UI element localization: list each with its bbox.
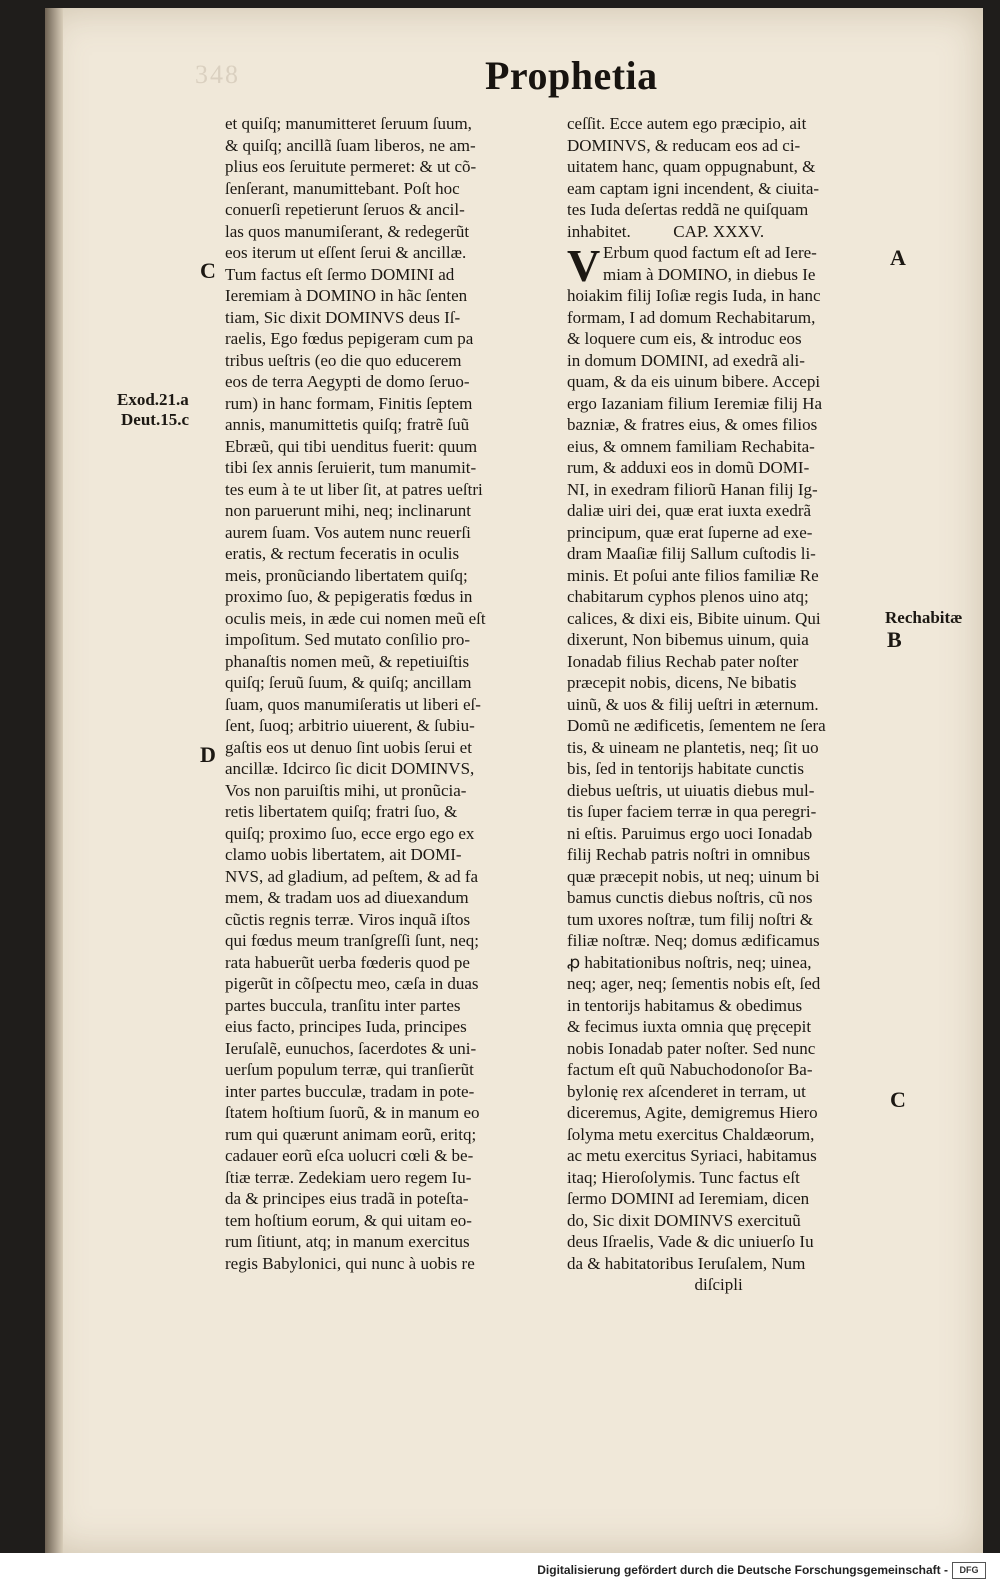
section-letter-b-right: B — [887, 627, 902, 652]
text-line: tes eum à te ut liber ſit, at patres ueſtri — [225, 479, 483, 499]
text-line: cũctis regnis terræ. Viros inquã iſtos — [225, 909, 471, 929]
text-line: proximo ſuo, & pepigeratis fœdus in — [225, 587, 473, 606]
text-line: diebus ueſtris, ut uiuatis diebus mul- — [567, 780, 815, 800]
text-line: do, Sic dixit DOMINVS exercituũ — [567, 1210, 801, 1230]
text-line: conuerſi repetierunt ſeruos & ancil- — [225, 200, 465, 219]
text-line: tes Iuda deſertas reddã ne quiſquam — [567, 200, 809, 219]
text-line: bis, ſed in tentorijs habitate cunctis — [567, 759, 805, 778]
text-line: quæ præcepit nobis, ut neq; uinum bi — [567, 866, 820, 886]
text-line: eos de terra Aegypti de domo ſeruo- — [225, 372, 470, 391]
text-line: miam à DOMINO, in diebus Ie — [603, 264, 816, 284]
text-line: rum, & adduxi eos in domũ DOMI- — [567, 458, 810, 477]
text-line: rata habuerũt uerba fœderis quod pe — [225, 952, 470, 972]
text-line: ſenſerant, manumittebant. Poſt hoc — [225, 178, 460, 198]
text-line: uitatem hanc, quam oppugnabunt, & — [567, 157, 816, 176]
margin-note-exodus: Exod.21.a — [117, 390, 189, 409]
text-line: inter partes bucculæ, tradam in pote- — [225, 1081, 475, 1101]
text-line: partes buccula, tranſitu inter partes — [225, 995, 461, 1015]
text-line: rum ſitiunt, atq; in manum exercitus — [225, 1232, 470, 1251]
text-line: bylonię rex aſcenderet in terram, ut — [567, 1081, 806, 1101]
text-line: retis libertatem quiſq; fratri ſuo, & — [225, 802, 458, 821]
right-text-column — [567, 113, 826, 1296]
text-line: quam, & da eis uinum bibere. Accepi — [567, 372, 821, 391]
text-line: & quiſq; ancillã ſuam liberos, ne am- — [225, 135, 476, 155]
text-line: Ebræũ, qui tibi uenditus fuerit: quum — [225, 436, 478, 456]
text-line: uerſum populum terræ, qui tranſierũt — [225, 1060, 474, 1079]
section-letter-c-left: C — [200, 258, 216, 283]
text-line: quiſq; ſeruũ ſuum, & quiſq; ancillam — [225, 673, 472, 692]
text-line: las quos manumiſerant, & redegerũt — [225, 221, 470, 241]
text-line: NI, in exedram filiorũ Hanan filij Ig- — [567, 479, 818, 499]
text-line: impoſitum. Sed mutato conſilio pro- — [225, 630, 471, 649]
section-letter-d-left: D — [200, 742, 216, 767]
text-line: diceremus, Agite, demigremus Hiero — [567, 1103, 818, 1122]
text-line: eam captam igni incendent, & ciuita- — [567, 178, 820, 198]
text-line: & fecimus iuxta omnia quę pręcepit — [567, 1017, 812, 1036]
text-line: tiam, Sic dixit DOMINVS deus Iſ- — [225, 307, 461, 327]
text-line: ceſſit. Ecce autem ego præcipio, ait — [567, 114, 807, 133]
text-line: pigerũt in cõſpectu meo, cæſa in duas — [225, 974, 479, 993]
text-line: tis, & uineam ne plantetis, neq; ſit uo — [567, 737, 819, 757]
text-line: aurem ſuam. Vos autem nunc reuerſi — [225, 522, 471, 542]
running-header: Prophetia — [485, 53, 658, 98]
text-line: gaſtis eos ut denuo ſint uobis ſerui et — [225, 737, 472, 757]
text-line: neq; ager, neq; ſementis nobis eſt, ſed — [567, 974, 821, 993]
text-line: mem, & tradam uos ad diuexandum — [225, 888, 469, 907]
text-line: raelis, Ego fœdus pepigeram cum pa — [225, 329, 474, 348]
text-line: tum uxores noſtræ, tum filij noſtri & — [567, 909, 814, 929]
text-line: meis, pronũciando libertatem quiſq; — [225, 565, 468, 585]
text-line: ac metu exercitus Syriaci, habitamus — [567, 1146, 817, 1165]
text-line: diſcipli — [567, 1275, 743, 1294]
text-line: ſtatem hoſtium ſuorũ, & in manum eo — [225, 1103, 480, 1122]
text-line: tis ſuper faciem terræ in qua peregri- — [567, 802, 817, 821]
text-line: in domum DOMINI, ad exedrã ali- — [567, 350, 805, 370]
text-line: in tentorijs habitamus & obedimus — [567, 995, 803, 1015]
text-line: principum, quæ erat ſuperne ad exe- — [567, 522, 813, 542]
text-line: bazniæ, & fratres eius, & omes filios — [567, 415, 818, 434]
text-line: filiæ noſtræ. Neq; domus ædificamus — [567, 931, 820, 950]
text-line: clamo uobis libertatem, ait DOMI- — [225, 845, 462, 864]
bleed-through-page-number: 348 — [195, 60, 240, 89]
text-line: Vos non paruiſtis mihi, ut pronũcia- — [225, 780, 467, 800]
left-text-column — [225, 113, 486, 1274]
text-line: tribus ueſtris (eo die quo educerem — [225, 350, 462, 370]
text-line: plius eos ſeruitute permeret: & ut cõ- — [225, 157, 477, 176]
section-letter-c-right: C — [890, 1087, 906, 1112]
text-line: dram Maaſiæ filij Sallum cuſtodis li- — [567, 544, 816, 563]
text-line: eius facto, principes Iuda, principes — [225, 1017, 467, 1036]
text-line: cadauer eorũ eſca uolucri cœli & be- — [225, 1146, 474, 1165]
text-line: & loquere cum eis, & introduc eos — [567, 329, 802, 348]
text-line: eratis, & rectum feceratis in oculis — [225, 544, 460, 563]
footer-credit: Digitalisierung gefördert durch die Deutsche Forschungsgemeinschaft - — [537, 1563, 948, 1577]
text-line: inhabitet. CAP. XXXV. — [567, 221, 765, 241]
text-line: daliæ uiri dei, quæ erat iuxta exedrã — [567, 501, 812, 520]
text-line: Ieremiam à DOMINO in hãc ſenten — [225, 286, 468, 305]
text-line: rum) in hanc formam, Finitis ſeptem — [225, 393, 473, 413]
text-line: rum qui quærunt animam eorũ, eritq; — [225, 1124, 477, 1144]
text-line: quiſq; proximo ſuo, ecce ergo ego ex — [225, 823, 475, 843]
text-line: nobis Ionadab pater noſter. Sed nunc — [567, 1038, 816, 1058]
text-line: filij Rechab patris noſtri in omnibus — [567, 845, 811, 864]
text-line: eos iterum ut eſſent ſerui & ancillæ. — [225, 243, 467, 262]
footer-bar — [0, 1553, 1000, 1586]
text-line: et quiſq; manumitteret ſeruum ſuum, — [225, 114, 472, 133]
text-line: phanaſtis nomen meũ, & repetiuiſtis — [225, 651, 470, 671]
text-line: bamus cunctis diebus noſtris, cũ nos — [567, 888, 813, 907]
text-line: Erbum quod factum eſt ad Iere- — [603, 243, 817, 262]
text-line: minis. Et poſui ante filios familiæ Re — [567, 565, 819, 585]
text-line: eius, & omnem familiam Rechabita- — [567, 436, 815, 456]
text-line: regis Babylonici, qui nunc à uobis re — [225, 1253, 475, 1273]
text-line: qui fœdus meum tranſgreſſi ſunt, neq; — [225, 931, 480, 950]
book-page — [45, 8, 983, 1553]
text-line: da & habitatoribus Ieruſalem, Num — [567, 1253, 806, 1273]
text-line: factum eſt quũ Nabuchodonoſor Ba- — [567, 1060, 813, 1079]
margin-note-deuteronomy: Deut.15.c — [121, 410, 189, 429]
drop-initial: V — [567, 240, 601, 291]
text-line: uinũ, & uos & filij ueſtri in æternum. — [567, 694, 819, 714]
text-line: tibi ſex annis ſeruierit, tum manumit- — [225, 458, 477, 477]
text-line: ſermo DOMINI ad Ieremiam, dicen — [567, 1189, 810, 1208]
text-line: non paruerunt mihi, neq; inclinarunt — [225, 501, 471, 520]
text-line: ni eſtis. Paruimus ergo uoci Ionadab — [567, 823, 813, 843]
text-line: annis, manumittetis quiſq; fratrẽ ſuũ — [225, 415, 470, 434]
text-line: ſuam, quos manumiſeratis ut liberi eſ- — [225, 694, 481, 714]
text-line: hoiakim filij Ioſiæ regis Iuda, in hanc — [567, 286, 821, 305]
text-line: oculis meis, in æde cui nomen meũ eſt — [225, 608, 486, 628]
text-line: calices, & dixi eis, Bibite uinum. Qui — [567, 608, 821, 628]
text-line: ſtiæ terræ. Zedekiam uero regem Iu- — [225, 1167, 472, 1187]
text-line: ancillæ. Idcirco ſic dicit DOMINVS, — [225, 759, 475, 778]
text-line: tem hoſtium eorum, & qui uitam eo- — [225, 1210, 472, 1230]
text-line: formam, I ad domum Rechabitarum, — [567, 307, 816, 327]
page-binding-edge — [45, 8, 63, 1553]
text-line: chabitarum cyphos plenos uino atq; — [567, 587, 809, 606]
section-letter-a-right: A — [890, 245, 906, 270]
text-line: itaq; Hieroſolymis. Tunc factus eſt — [567, 1167, 800, 1187]
text-line: ſent, ſuoq; arbitrio uiuerent, & ſubiu- — [225, 716, 475, 735]
text-line: dixerunt, Non bibemus uinum, quia — [567, 630, 809, 649]
text-line: deus Iſraelis, Vade & dic uniuerſo Iu — [567, 1232, 814, 1251]
text-line: DOMINVS, & reducam eos ad ci- — [567, 135, 801, 155]
text-line: ſolyma metu exercitus Chaldæorum, — [567, 1124, 815, 1144]
text-line: Ionadab filius Rechab pater noſter — [567, 651, 799, 671]
text-line: da & principes eius tradã in poteſta- — [225, 1189, 469, 1208]
text-line: Tum factus eſt ſermo DOMINI ad — [225, 264, 455, 284]
text-line: Ieruſalẽ, eunuchos, ſacerdotes & uni- — [225, 1038, 477, 1058]
text-line: NVS, ad gladium, ad peſtem, & ad fa — [225, 866, 479, 886]
dfg-logo: DFG — [952, 1562, 986, 1579]
margin-note-rechabitae: Rechabitæ — [885, 608, 963, 627]
text-line: ergo Iazaniam filium Ieremiæ filij Ha — [567, 393, 823, 413]
text-line: præcepit nobis, dicens, Ne bibatis — [567, 673, 797, 692]
text-line: Domũ ne ædificetis, ſementem ne ſera — [567, 716, 826, 735]
text-line: ꝓ habitationibus noſtris, neq; uinea, — [567, 952, 812, 972]
